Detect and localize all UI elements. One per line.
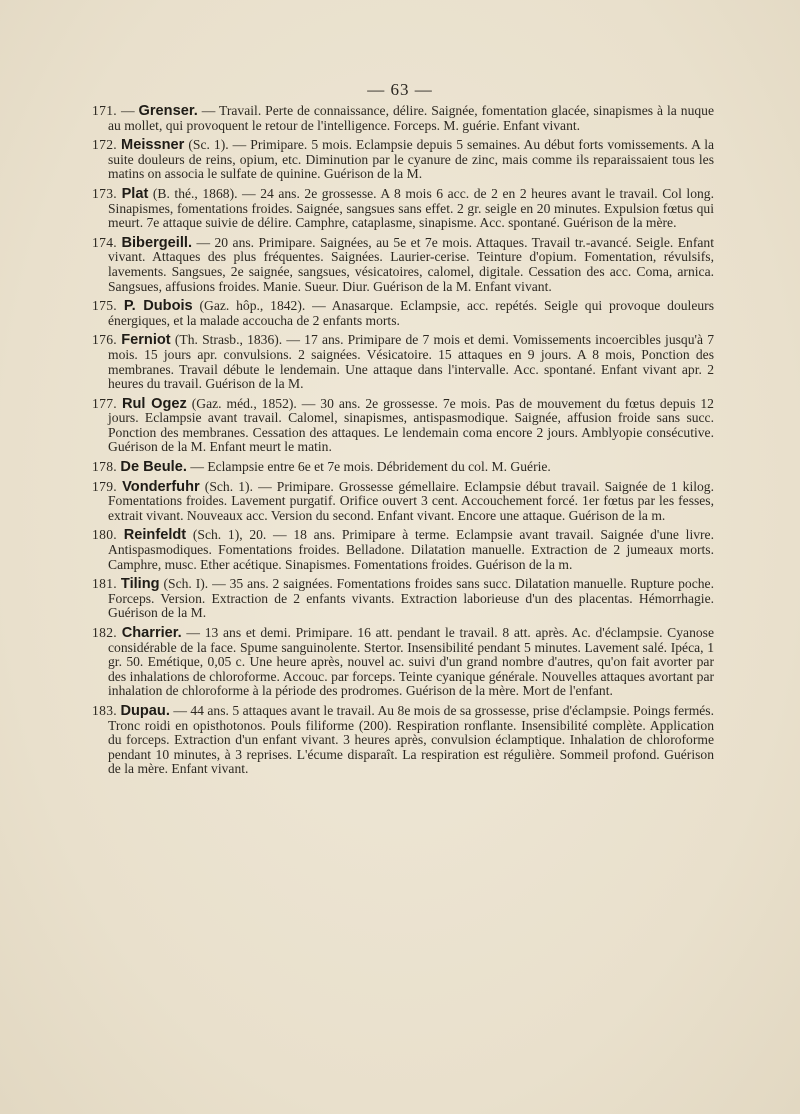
entry-author-name: Rul Ogez xyxy=(121,395,187,412)
entry-prefix xyxy=(117,527,124,542)
case-entry xyxy=(92,702,718,777)
entry-author-name: Reinfeldt xyxy=(123,527,187,544)
entry-author-name: Plat xyxy=(121,185,149,202)
entry-text: (Sch. I). — 35 ans. 2 saignées. Fomentations froides sans succ. Dilatation manuelle. Rupture poche. Forceps. Version. Extraction de 2 enfants vivants. Extraction laborieuse d'un des placentas. Hémorrhagie. Guérison de la M. xyxy=(108,576,718,621)
page-number: — 63 — xyxy=(367,80,433,99)
case-entry xyxy=(92,395,718,455)
case-entry xyxy=(92,460,714,475)
case-entry xyxy=(92,332,718,392)
entry-author-name: Charrier. xyxy=(121,625,182,641)
entry-text: — Travail. Perte de connaissance, délire. Saignée, fomentation glacée, sinapismes à la nuque au mollet, qui provoquent le retour de l'intelligence. Forceps. M. guérie. Enfant vivant. xyxy=(108,103,718,133)
case-entry xyxy=(92,625,718,699)
entry-text: (Sch. 1), 20. — 18 ans. Primipare à terme. Eclampsie avant travail. Saignée d'une livre. Antispasmodiques. Fomentations froides. Belladone. Dilatation manuelle. Extraction de 2 jumeaux morts. Camphre, musc. Ether acétique. Sinapismes. Fomentations froides. Guérison de la m. xyxy=(108,527,718,572)
entry-text: — Eclampsie entre 6e et 7e mois. Débridement du col. M. Guérie. xyxy=(186,459,551,475)
entry-text: (Sc. 1). — Primipare. 5 mois. Eclampsie depuis 5 semaines. Au début forts vomissements. A la suite douleurs de reins, opium, etc. Diminution par le cyanure de zinc, mais comme ils reparaissaient tous les matins on associa le sulfate de quinine. Guérison de la M. xyxy=(108,137,718,182)
entry-author-name: P. Dubois xyxy=(123,298,193,315)
entry-number: 183. xyxy=(92,702,117,718)
case-entry xyxy=(92,298,718,328)
case-entry xyxy=(92,185,718,231)
entry-prefix: — xyxy=(117,103,139,118)
entry-number: 174. xyxy=(92,234,117,250)
entry-prefix xyxy=(117,298,124,313)
entry-author-name: Ferniot xyxy=(121,332,171,349)
case-entries-list xyxy=(92,103,718,782)
entry-text: — 13 ans et demi. Primipare. 16 att. pendant le travail. 8 att. après. Ac. d'éclampsie. Cyanose considérable de la face. Spume sanguinolente. Stertor. Insensibilité pendant 5 minutes. Lavement salé. Ipéca, 1 gr. 50. Emétique, 0,05 c. Une heure après, nouvel ac. suivi d'un grand nombre d'autres, qu'on fait avorter par des inhalations de chloroforme. Accouc. par forceps. Teinte cyanique générale. Nouvelles attaques avortant par inhalation de chloroforme à la période des prodromes. Guérison de la mère. Mort de l'enfant. xyxy=(108,625,718,699)
case-entry xyxy=(92,137,718,182)
case-entry xyxy=(92,103,718,133)
case-entry xyxy=(92,576,718,621)
entry-number: 175. xyxy=(92,298,117,314)
entry-number: 173. xyxy=(92,185,117,201)
entry-number: 172. xyxy=(92,137,117,153)
entry-text: (Gaz. méd., 1852). — 30 ans. 2e grossesse. 7e mois. Pas de mouvement du fœtus depuis 12 jours. Eclampsie avant travail. Calomel, sinapismes, antispasmodique. Saignée, affusion froide sans succ. Ponction des membranes. Cessation des attaques. Le lendemain coma encore 2 jours. Amblyopie consécutive. Guérison de la M. Enfant meurt le matin. xyxy=(108,395,718,455)
entry-author-name: Vonderfuhr xyxy=(122,478,200,495)
case-entry xyxy=(92,478,718,524)
case-entry xyxy=(92,527,718,572)
entry-author-name: Dupau. xyxy=(120,702,170,719)
entry-number: 176. xyxy=(92,332,117,348)
entry-number: 177. xyxy=(92,395,117,411)
entry-number: 178. xyxy=(92,459,117,475)
entry-text: (B. thé., 1868). — 24 ans. 2e grossesse. A 8 mois 6 acc. de 2 en 2 heures avant le travail. Col long. Sinapismes, fomentations froides. Saignée, sangsues sans effet. 2 gr. seigle en 20 minutes. Expulsion fœtus qui meurt. 7e attaque suivie de délire. Camphre, cataplasme, sinapisme. Acc. spontané. Guérison de la mère. xyxy=(108,185,718,231)
entry-author-name: Tiling xyxy=(120,576,160,593)
entry-number: 171. xyxy=(92,103,117,118)
case-entry xyxy=(92,234,718,294)
entry-author-name: Meissner xyxy=(121,137,185,154)
entry-number: 181. xyxy=(92,576,117,592)
entry-text: (Gaz. hôp., 1842). — Anasarque. Eclampsie, acc. repétés. Seigle qui provoque douleurs énergiques, et la malade accoucha de 2 enfants morts. xyxy=(108,298,718,328)
entry-text: (Th. Strasb., 1836). — 17 ans. Primipare de 7 mois et demi. Vomissements incoercibles jusqu'à 7 mois. 15 jours apr. convulsions. 2 saignées. Vésicatoire. 15 attaques en 9 jours. A 8 mois, Ponction des membranes. Travail débute le lendemain. Une attaque dans l'intervalle. Acc. spontané. Enfant vivant apr. 2 heures du travail. Guérison de la M. xyxy=(108,332,718,392)
entry-number: 179. xyxy=(92,478,117,494)
entry-author-name: Bibergeill. xyxy=(121,234,193,251)
entry-text: (Sch. 1). — Primipare. Grossesse gémellaire. Eclampsie début travail. Saignée de 1 kilog. Fomentations froides. Lavement purgatif. Orifice ouvert 3 cent. Accouchement forcé. 1er fœtus par les fesses, extrait vivant. Nouveaux acc. Version du second. Enfant vivant. Encore une attaque. Guérison de la m. xyxy=(108,478,718,523)
entry-number: 180. xyxy=(92,527,117,543)
entry-text: — 44 ans. 5 attaques avant le travail. Au 8e mois de sa grossesse, prise d'éclampsie. Poings fermés. Tronc roidi en opisthotonos. Pouls filiforme (200). Respiration ronflante. Insensibilité complète. Application du forceps. Extraction d'un enfant vivant. 3 heures après, convulsion éclamptique. Inhalation de chloroforme pendant 10 minutes, à 3 reprises. L'écume disparaît. La respiration est régulière. Sommeil profond. Guérison de la mère. Enfant vivant. xyxy=(108,702,718,777)
entry-text: — 20 ans. Primipare. Saignées, au 5e et 7e mois. Attaques. Travail tr.-avancé. Seigle. Enfant vivant. Attaques des plus fréquentes. Saignées. Laurier-cerise. Teinture d'opium. Fomentation, révulsifs, lavements. Sangsues, 2e saignée, sangsues, vésicatoires, calomel, digitale. Cessation des acc. Coma, arnica. Sangsues, affusions froides. Manie. Sueur. Diur. Guérison de la M. Enfant vivant. xyxy=(108,234,718,294)
entry-author-name: Grenser. xyxy=(138,103,198,119)
entry-number: 182. xyxy=(92,625,117,640)
entry-author-name: De Beule. xyxy=(120,459,187,476)
